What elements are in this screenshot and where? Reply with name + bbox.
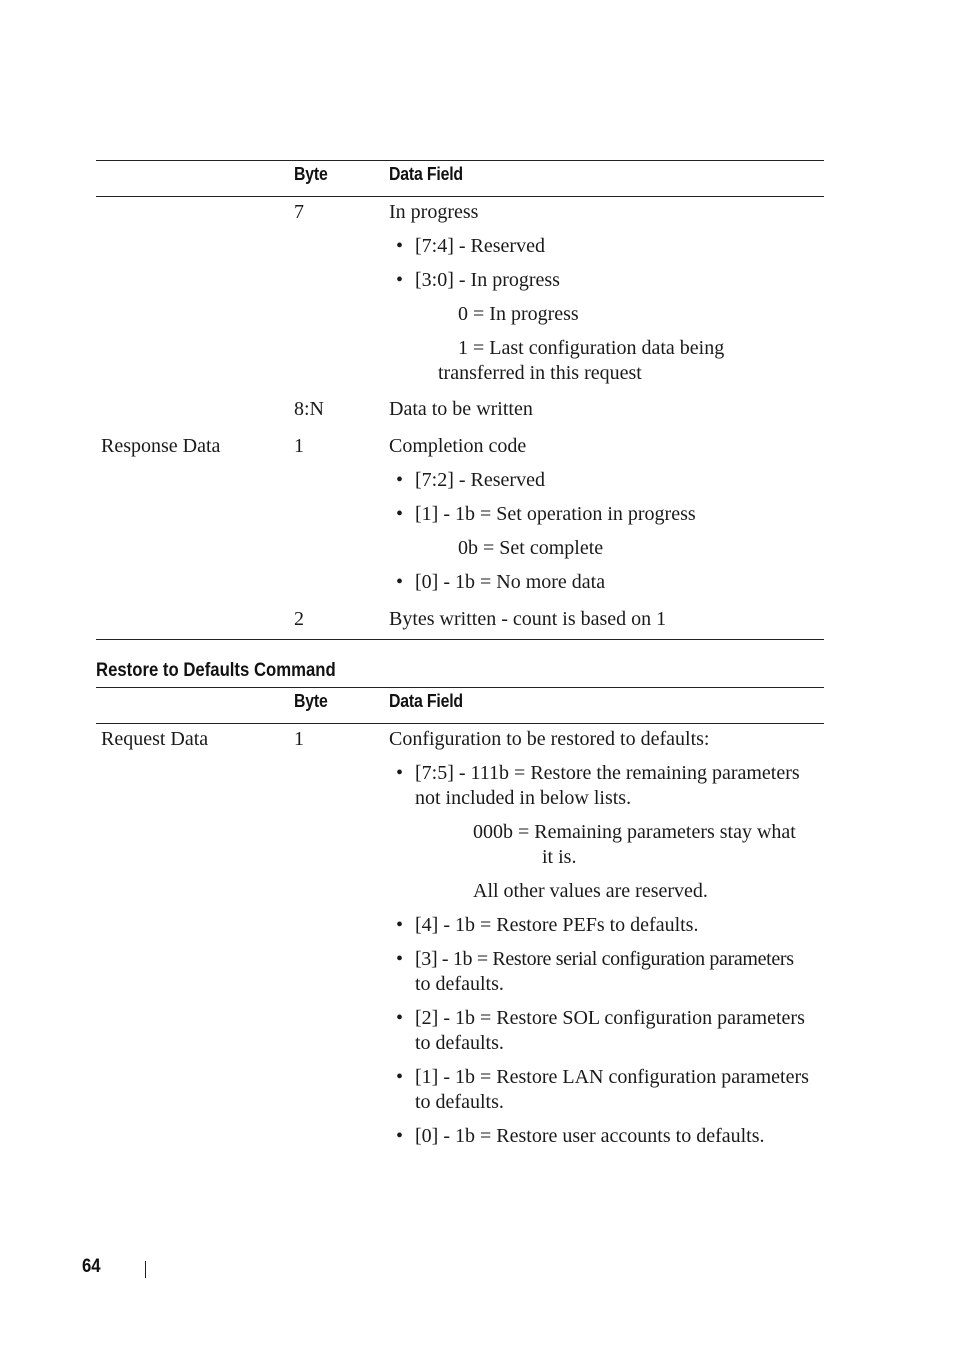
table2-header-byte: Byte: [294, 691, 328, 711]
config-restored: Configuration to be restored to defaults:: [389, 728, 710, 750]
footer-divider: [145, 1261, 146, 1278]
request-data-label: Request Data: [101, 728, 209, 750]
bullet-icon: •: [396, 269, 404, 291]
list-item: [3] - 1b = Restore serial configuration parameters: [415, 948, 794, 970]
bullet-icon: •: [396, 1125, 404, 1147]
table1-header-byte: Byte: [294, 164, 328, 184]
bullet-icon: •: [396, 948, 404, 970]
value-description: 1 = Last configuration data being: [458, 337, 725, 359]
list-item-continuation: not included in below lists.: [415, 787, 632, 809]
bullet-icon: •: [396, 1066, 404, 1088]
section-title: Restore to Defaults Command: [96, 660, 336, 681]
list-item-continuation: to defaults.: [415, 1032, 504, 1054]
value-description: 0 = In progress: [458, 303, 579, 325]
bytes-written: Bytes written - count is based on 1: [389, 608, 667, 630]
bullet-icon: •: [396, 235, 404, 257]
table2-header-data-field: Data Field: [389, 691, 463, 711]
table1-header-data-field: Data Field: [389, 164, 463, 184]
list-item-continuation: to defaults.: [415, 1091, 504, 1113]
value-description: it is.: [542, 846, 577, 868]
list-item: [4] - 1b = Restore PEFs to defaults.: [415, 914, 699, 936]
list-item: [7:5] - 111b = Restore the remaining parameters: [415, 762, 800, 784]
byte-1: 1: [294, 728, 304, 750]
list-item: [1] - 1b = Restore LAN configuration parameters: [415, 1066, 809, 1088]
list-item: [0] - 1b = No more data: [415, 571, 606, 593]
table2-header-rule: [96, 723, 824, 724]
byte-1: 1: [294, 435, 304, 457]
list-item: [1] - 1b = Set operation in progress: [415, 503, 696, 525]
table1-top-rule: [96, 160, 824, 161]
page-number: 64: [82, 1256, 101, 1277]
bullet-icon: •: [396, 1007, 404, 1029]
completion-code: Completion code: [389, 435, 527, 457]
value-description: 000b = Remaining parameters stay what: [473, 821, 796, 843]
list-item: [7:4] - Reserved: [415, 235, 545, 257]
list-item: [7:2] - Reserved: [415, 469, 545, 491]
value-description: transferred in this request: [438, 362, 642, 384]
byte-2: 2: [294, 608, 304, 630]
bullet-icon: •: [396, 571, 404, 593]
bullet-icon: •: [396, 914, 404, 936]
value-description: All other values are reserved.: [473, 880, 708, 902]
in-progress-label: In progress: [389, 201, 479, 223]
bullet-icon: •: [396, 469, 404, 491]
response-data-label: Response Data: [101, 435, 221, 457]
list-item: [3:0] - In progress: [415, 269, 560, 291]
table1-header-rule: [96, 196, 824, 197]
byte-7: 7: [294, 201, 304, 223]
data-to-be-written: Data to be written: [389, 398, 533, 420]
value-description: 0b = Set complete: [458, 537, 604, 559]
list-item-continuation: to defaults.: [415, 973, 504, 995]
bullet-icon: •: [396, 503, 404, 525]
byte-8n: 8:N: [294, 398, 324, 420]
table2-top-rule: [96, 687, 824, 688]
table1-bottom-rule: [96, 639, 824, 640]
list-item: [2] - 1b = Restore SOL configuration parameters: [415, 1007, 805, 1029]
bullet-icon: •: [396, 762, 404, 784]
list-item: [0] - 1b = Restore user accounts to defaults.: [415, 1125, 765, 1147]
